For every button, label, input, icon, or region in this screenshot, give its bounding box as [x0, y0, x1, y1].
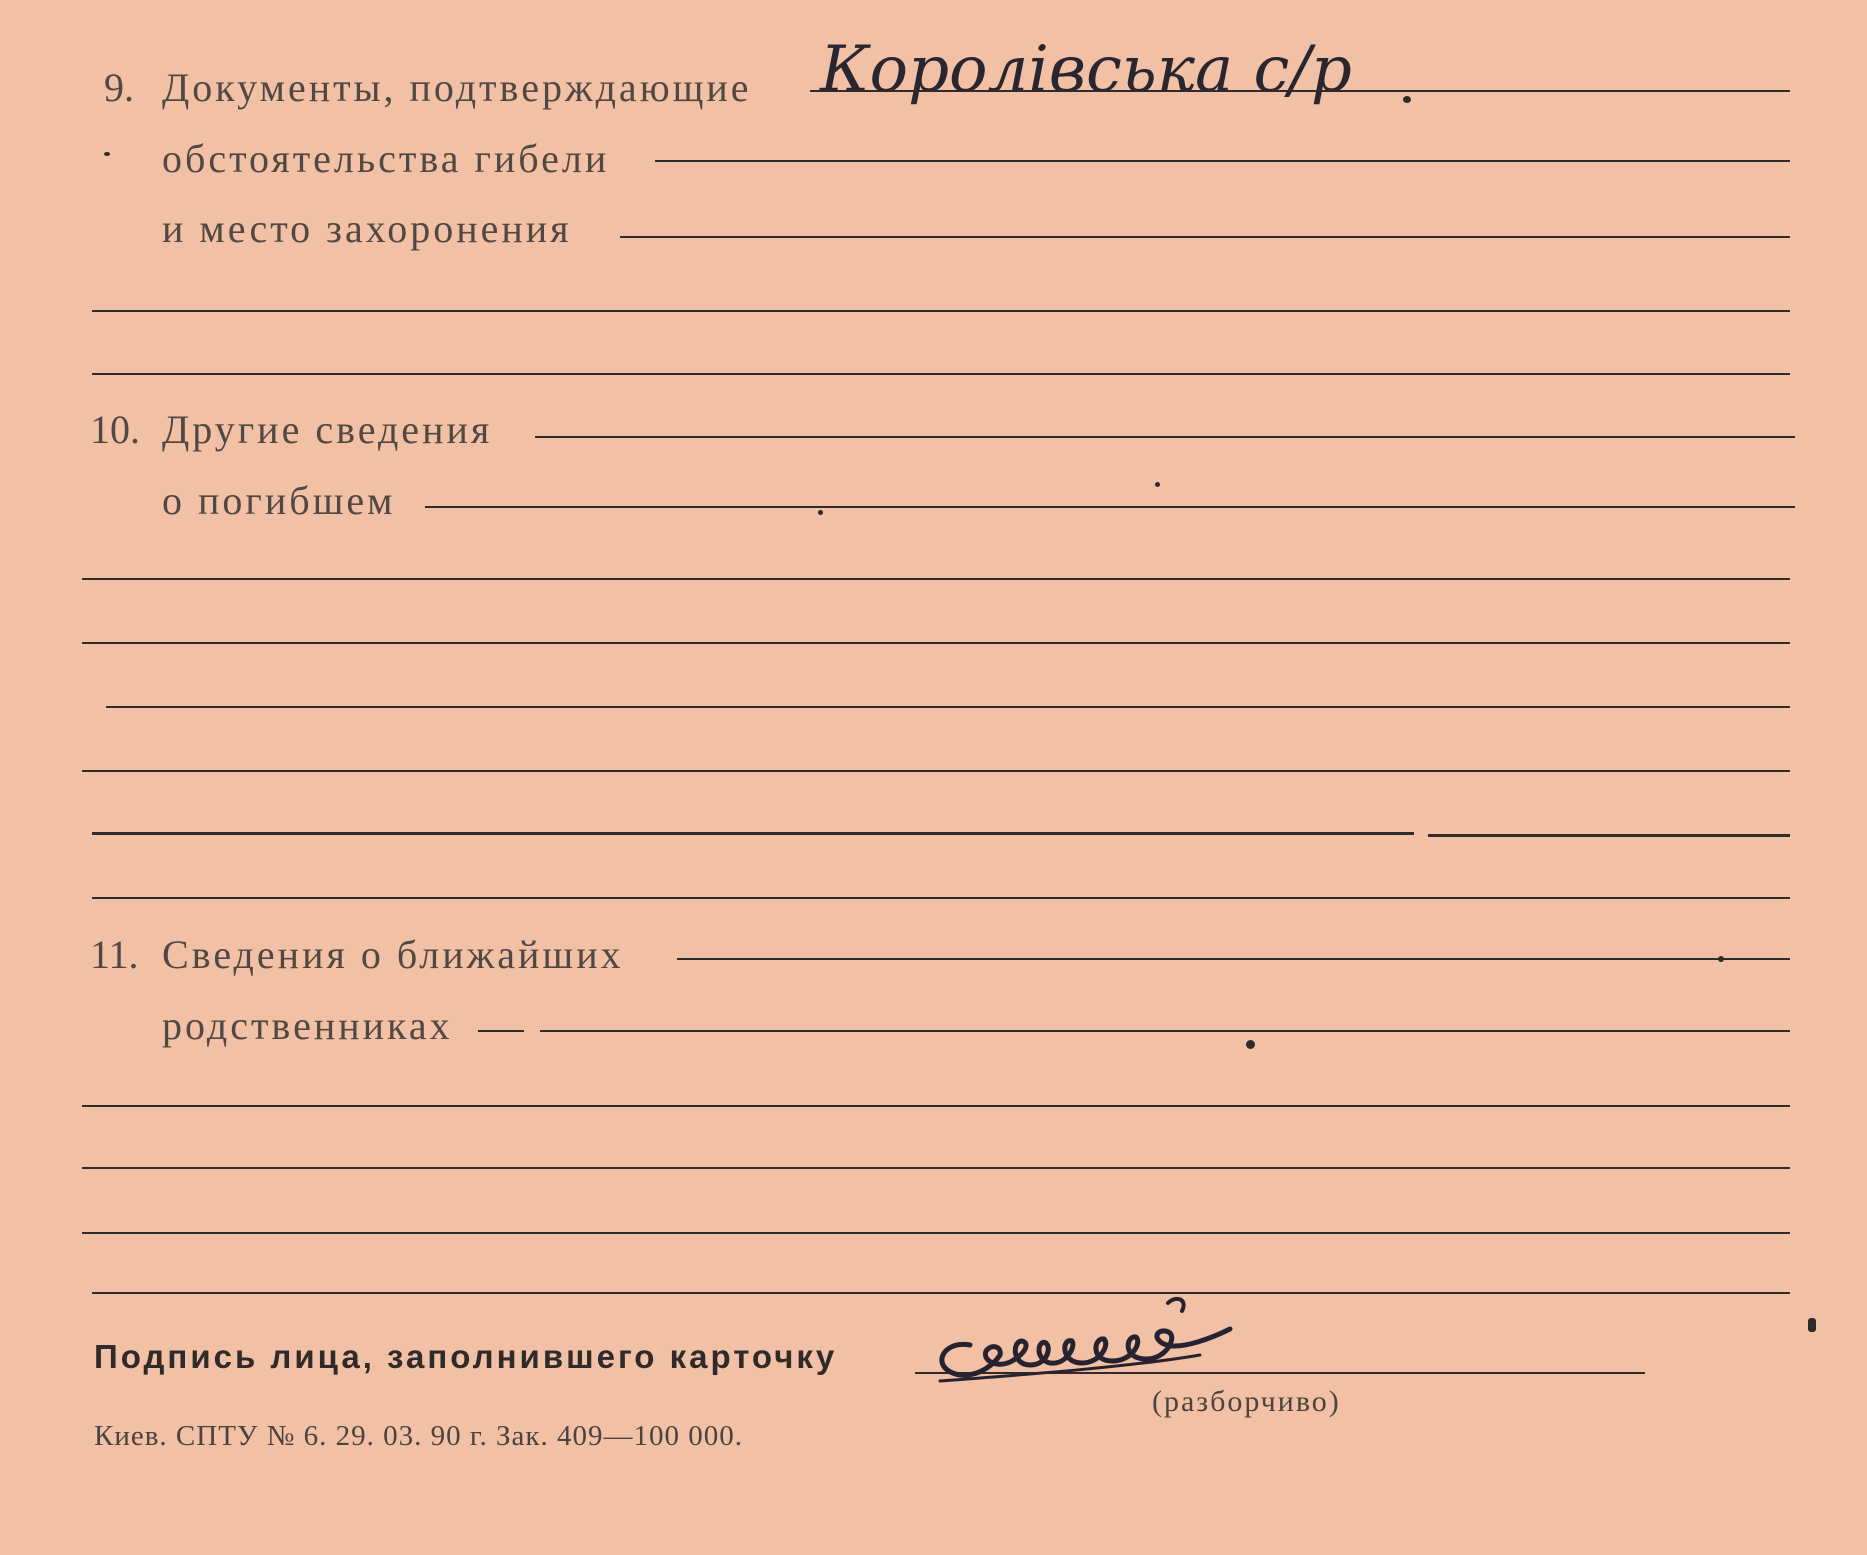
paper-speck — [1718, 956, 1724, 962]
section-10-fill-line-4 — [82, 642, 1790, 644]
section-11-fill-line-1 — [677, 958, 1790, 960]
paper-speck — [818, 510, 823, 515]
section-11-fill-line-2 — [540, 1030, 1790, 1032]
paper-speck — [104, 152, 110, 156]
signature-legibility-hint: (разборчиво) — [1152, 1385, 1341, 1418]
section-10-fill-line-7b — [1428, 834, 1790, 837]
section-11-fill-line-4 — [82, 1167, 1790, 1169]
section-9-fill-line-3 — [620, 236, 1790, 238]
paper-speck — [1403, 96, 1411, 103]
section-10-fill-line-5 — [106, 706, 1790, 708]
section-9-fill-line-5 — [92, 373, 1790, 375]
paper-speck — [1155, 482, 1160, 487]
signature-handwriting — [900, 1285, 1360, 1395]
section-10-fill-line-2 — [425, 506, 1795, 508]
section-11-fill-line-3 — [82, 1105, 1790, 1107]
section-10-fill-line-8 — [92, 897, 1790, 899]
paper-speck — [1246, 1040, 1255, 1049]
section-9-fill-line-4 — [92, 310, 1790, 312]
signature-label: Подпись лица, заполнившего карточку — [94, 1338, 838, 1375]
section-9-label-line-3: и место захоронения — [162, 206, 572, 251]
section-9-label-line-2: обстоятельства гибели — [162, 136, 610, 181]
section-10-number: 10. — [90, 407, 140, 452]
section-10-fill-line-3 — [82, 578, 1790, 580]
section-9-label-line-1: Документы, подтверждающие — [162, 65, 752, 110]
section-10-label-line-2: о погибшем — [162, 478, 396, 523]
section-11-fill-line-5 — [82, 1232, 1790, 1234]
section-10-label-line-1: Другие сведения — [162, 407, 493, 452]
section-11-label-line-2: родственниках — [162, 1003, 453, 1048]
section-10-fill-line-7 — [92, 832, 1414, 835]
section-11-label-line-1: Сведения о ближайших — [162, 932, 624, 977]
section-11-fill-line-2a — [478, 1030, 524, 1032]
paper-speck — [1808, 1318, 1816, 1332]
section-9-fill-line-2 — [655, 160, 1790, 162]
section-10-fill-line-6 — [82, 770, 1790, 772]
section-10-fill-line-1 — [535, 436, 1795, 438]
section-11-number: 11. — [90, 932, 139, 977]
print-imprint: Киев. СПТУ № 6. 29. 03. 90 г. Зак. 409—100 000. — [94, 1420, 743, 1452]
section-9-fill-line-1 — [810, 90, 1790, 92]
section-9-number: 9. — [104, 65, 134, 110]
section-9-handwritten-entry: Королівська с/р — [820, 33, 1352, 107]
